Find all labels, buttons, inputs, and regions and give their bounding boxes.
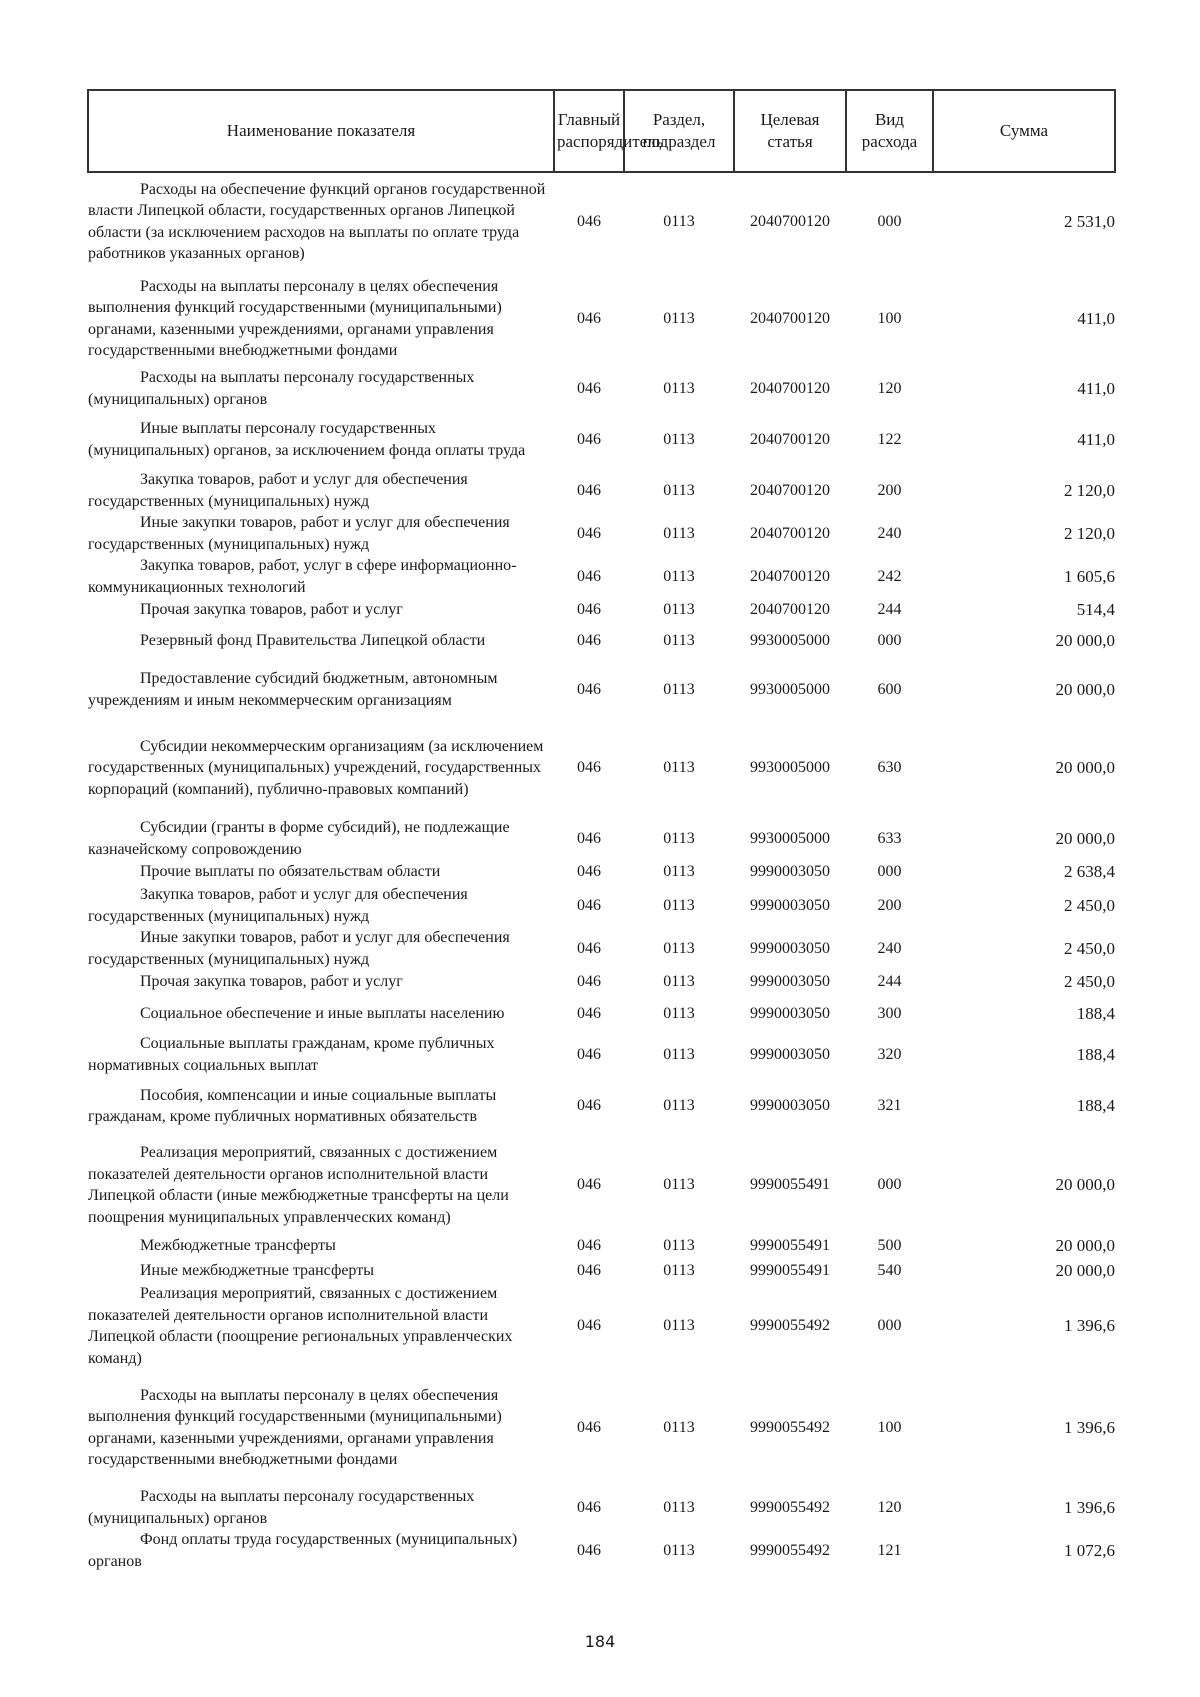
row-vid: 122: [877, 430, 902, 448]
row-celevaya: 9990055491: [750, 1237, 830, 1255]
row-vid: 000: [877, 632, 902, 650]
row-name: [88, 1283, 554, 1369]
row-grbs: 046: [577, 1237, 601, 1255]
row-vid: 000: [877, 1176, 902, 1194]
col-header-razdel: Раздел, подраздел: [624, 90, 734, 172]
row-name: [88, 512, 554, 555]
row-name: [88, 884, 554, 927]
row-sum: 2 120,0: [1064, 523, 1115, 543]
row-razdel: 0113: [663, 829, 695, 847]
table-header: [88, 90, 1115, 172]
row-name-text: Расходы на выплаты персоналу государственных (муниципальных) органов: [88, 1488, 475, 1527]
row-grbs: 046: [577, 212, 601, 230]
row-sum: 2 120,0: [1064, 480, 1115, 500]
table-row: [88, 860, 1115, 884]
table-row: [88, 555, 1115, 598]
row-grbs: 046: [577, 829, 601, 847]
row-vid: 100: [877, 1418, 902, 1436]
col-header-glavny: Главный распорядитель: [554, 90, 624, 172]
row-razdel: 0113: [663, 863, 695, 881]
row-celevaya: 9930005000: [750, 829, 830, 847]
row-name-text: Реализация мероприятий, связанных с достижением показателей деятельности органов исполнительной власти Липецкой области (иные межбюджетные трансферты на цели поощрения муниципальных управленческих команд): [88, 1144, 509, 1226]
table-row: [88, 970, 1115, 994]
row-razdel: 0113: [663, 1317, 695, 1335]
page-number: 184: [584, 1632, 616, 1651]
row-name: [88, 172, 554, 270]
row-name: [88, 622, 554, 660]
row-grbs: 046: [577, 973, 601, 991]
row-razdel: 0113: [663, 430, 695, 448]
row-name-text: Межбюджетные трансферты: [140, 1237, 336, 1255]
table-row: [88, 1529, 1115, 1572]
row-name-text: Иные закупки товаров, работ и услуг для обеспечения государственных (муниципальных) нужд: [88, 929, 510, 968]
table-row: [88, 1033, 1115, 1076]
row-vid: 200: [877, 481, 902, 499]
row-vid: 633: [877, 829, 902, 847]
row-sum: 188,4: [1076, 1044, 1115, 1064]
row-grbs: 046: [577, 1261, 601, 1279]
table-row: [88, 660, 1115, 719]
table-row: [88, 598, 1115, 622]
table-row: [88, 817, 1115, 860]
row-sum: 20 000,0: [1055, 1236, 1115, 1256]
row-name: [88, 410, 554, 469]
row-razdel: 0113: [663, 1418, 695, 1436]
row-sum: 411,0: [1077, 308, 1115, 328]
row-sum: 20 000,0: [1055, 679, 1115, 699]
row-name: [88, 1076, 554, 1136]
row-name: [88, 555, 554, 598]
row-vid: 240: [877, 939, 902, 957]
row-name-text: Прочие выплаты по обязательствам области: [140, 863, 441, 881]
row-name: [88, 469, 554, 512]
row-celevaya: 2040700120: [750, 524, 830, 542]
row-celevaya: 2040700120: [750, 601, 830, 619]
row-celevaya: 9990055491: [750, 1176, 830, 1194]
row-celevaya: 9990055491: [750, 1261, 830, 1279]
row-name: [88, 927, 554, 970]
row-sum: 411,0: [1077, 378, 1115, 398]
row-grbs: 046: [577, 481, 601, 499]
row-sum: 20 000,0: [1055, 1175, 1115, 1195]
row-grbs: 046: [577, 601, 601, 619]
row-celevaya: 9990055492: [750, 1317, 830, 1335]
row-name-text: Иные выплаты персоналу государственных (муниципальных) органов, за исключением фонда оплаты труда: [88, 420, 526, 459]
row-grbs: 046: [577, 680, 601, 698]
row-name: [88, 994, 554, 1033]
row-name: [88, 860, 554, 884]
row-razdel: 0113: [663, 1237, 695, 1255]
row-razdel: 0113: [663, 309, 695, 327]
row-sum: 188,4: [1076, 1096, 1115, 1116]
row-razdel: 0113: [663, 1045, 695, 1063]
row-grbs: 046: [577, 567, 601, 585]
row-razdel: 0113: [663, 632, 695, 650]
table-row: [88, 719, 1115, 817]
row-sum: 20 000,0: [1055, 828, 1115, 848]
table-body: [88, 172, 1115, 1572]
row-razdel: 0113: [663, 680, 695, 698]
row-name-text: Пособия, компенсации и иные социальные выплаты гражданам, кроме публичных нормативных обязательств: [88, 1086, 497, 1125]
row-sum: 2 531,0: [1064, 211, 1115, 231]
col-header-celevaya: Целевая статья: [734, 90, 846, 172]
row-vid: 000: [877, 1317, 902, 1335]
row-name-text: Социальные выплаты гражданам, кроме публичных нормативных социальных выплат: [88, 1035, 495, 1074]
row-celevaya: 9990003050: [750, 1004, 830, 1022]
row-grbs: 046: [577, 379, 601, 397]
row-vid: 630: [877, 759, 902, 777]
row-celevaya: 9990003050: [750, 896, 830, 914]
table-row: [88, 512, 1115, 555]
row-name: [88, 598, 554, 622]
row-grbs: 046: [577, 939, 601, 957]
row-name: [88, 660, 554, 719]
row-name: [88, 1258, 554, 1283]
row-sum: 514,4: [1076, 600, 1115, 620]
row-name-text: Закупка товаров, работ и услуг для обеспечения государственных (муниципальных) нужд: [88, 886, 468, 925]
row-grbs: 046: [577, 1317, 601, 1335]
row-celevaya: 9990003050: [750, 1045, 830, 1063]
row-vid: 120: [877, 1498, 902, 1516]
table-row: [88, 994, 1115, 1033]
row-grbs: 046: [577, 430, 601, 448]
row-vid: 500: [877, 1237, 902, 1255]
row-grbs: 046: [577, 1418, 601, 1436]
row-razdel: 0113: [663, 212, 695, 230]
row-celevaya: 9990055492: [750, 1541, 830, 1559]
row-sum: 2 450,0: [1064, 938, 1115, 958]
row-sum: 188,4: [1076, 1003, 1115, 1023]
row-name-text: Фонд оплаты труда государственных (муниципальных) органов: [88, 1531, 518, 1570]
row-name-text: Субсидии некоммерческим организациям (за исключением государственных (муниципальных) учреждений, государственных корпораций (компаний), публично-правовых компаний): [88, 737, 544, 798]
table-row: [88, 1486, 1115, 1529]
row-sum: 20 000,0: [1055, 631, 1115, 651]
table-row: [88, 367, 1115, 410]
row-celevaya: 2040700120: [750, 379, 830, 397]
row-celevaya: 9990055492: [750, 1498, 830, 1516]
row-name-text: Резервный фонд Правительства Липецкой области: [140, 632, 486, 650]
row-name-text: Реализация мероприятий, связанных с достижением показателей деятельности органов исполнительной власти Липецкой области (поощрение региональных управленческих команд): [88, 1285, 513, 1367]
row-celevaya: 9930005000: [750, 680, 830, 698]
table-row: [88, 1234, 1115, 1258]
row-celevaya: 9930005000: [750, 759, 830, 777]
row-vid: 100: [877, 309, 902, 327]
row-name: [88, 817, 554, 860]
row-name: [88, 1529, 554, 1572]
row-sum: 20 000,0: [1055, 758, 1115, 778]
row-vid: 600: [877, 680, 902, 698]
row-sum: 1 396,6: [1064, 1417, 1115, 1437]
row-celevaya: 9990003050: [750, 863, 830, 881]
row-name-text: Социальное обеспечение и иные выплаты населению: [140, 1004, 505, 1022]
row-razdel: 0113: [663, 524, 695, 542]
row-name: [88, 1234, 554, 1258]
row-razdel: 0113: [663, 379, 695, 397]
row-sum: 2 638,4: [1064, 862, 1115, 882]
row-grbs: 046: [577, 1004, 601, 1022]
row-vid: 120: [877, 379, 902, 397]
row-name-text: Прочая закупка товаров, работ и услуг: [140, 973, 403, 991]
row-name-text: Расходы на обеспечение функций органов государственной власти Липецкой области, государственных органов Липецкой области (за исключением расходов на выплаты по оплате труда работников указанных органов): [88, 180, 546, 262]
row-name-text: Иные закупки товаров, работ и услуг для обеспечения государственных (муниципальных) нужд: [88, 514, 510, 553]
row-razdel: 0113: [663, 567, 695, 585]
row-grbs: 046: [577, 863, 601, 881]
row-vid: 000: [877, 212, 902, 230]
row-vid: 244: [877, 601, 902, 619]
row-name: [88, 1369, 554, 1486]
row-grbs: 046: [577, 1498, 601, 1516]
row-name: [88, 719, 554, 817]
row-celevaya: 9990003050: [750, 1097, 830, 1115]
row-sum: 1 396,6: [1064, 1316, 1115, 1336]
row-vid: 321: [877, 1097, 902, 1115]
row-sum: 20 000,0: [1055, 1260, 1115, 1280]
row-razdel: 0113: [663, 1541, 695, 1559]
row-name-text: Закупка товаров, работ и услуг для обеспечения государственных (муниципальных) нужд: [88, 471, 468, 510]
row-vid: 242: [877, 567, 902, 585]
row-celevaya: 2040700120: [750, 309, 830, 327]
row-razdel: 0113: [663, 1498, 695, 1516]
row-name-text: Иные межбюджетные трансферты: [140, 1261, 374, 1279]
row-sum: 1 396,6: [1064, 1497, 1115, 1517]
row-grbs: 046: [577, 896, 601, 914]
row-vid: 300: [877, 1004, 902, 1022]
row-grbs: 046: [577, 1541, 601, 1559]
row-sum: 1 072,6: [1064, 1540, 1115, 1560]
table-row: [88, 172, 1115, 270]
row-celevaya: 2040700120: [750, 212, 830, 230]
table-row: [88, 410, 1115, 469]
row-celevaya: 9990055492: [750, 1418, 830, 1436]
row-sum: 411,0: [1077, 429, 1115, 449]
row-name: [88, 1033, 554, 1076]
table-row: [88, 622, 1115, 660]
row-grbs: 046: [577, 759, 601, 777]
row-razdel: 0113: [663, 1004, 695, 1022]
row-vid: 540: [877, 1261, 902, 1279]
table-row: [88, 1258, 1115, 1283]
row-razdel: 0113: [663, 896, 695, 914]
col-header-name: Наименование показателя: [88, 90, 554, 172]
row-razdel: 0113: [663, 1097, 695, 1115]
row-name-text: Предоставление субсидий бюджетным, автономным учреждениям и иным некоммерческим организациям: [88, 670, 498, 709]
table-row: [88, 1283, 1115, 1369]
row-grbs: 046: [577, 309, 601, 327]
row-name-text: Расходы на выплаты персоналу в целях обеспечения выполнения функций государственными (муниципальными) органами, казенными учреждениями, органами управления государственными внебюджетными фондами: [88, 277, 502, 359]
row-name: [88, 270, 554, 367]
row-sum: 2 450,0: [1064, 972, 1115, 992]
row-name-text: Расходы на выплаты персоналу в целях обеспечения выполнения функций государственными (муниципальными) органами, казенными учреждениями, органами управления государственными внебюджетными фондами: [88, 1386, 502, 1468]
table-row: [88, 927, 1115, 970]
row-vid: 244: [877, 973, 902, 991]
table-row: [88, 270, 1115, 367]
row-vid: 240: [877, 524, 902, 542]
table-row: [88, 469, 1115, 512]
row-razdel: 0113: [663, 601, 695, 619]
row-grbs: 046: [577, 632, 601, 650]
table-row: [88, 884, 1115, 927]
row-grbs: 046: [577, 1097, 601, 1115]
row-name: [88, 1136, 554, 1234]
row-name: [88, 1486, 554, 1529]
row-vid: 320: [877, 1045, 902, 1063]
row-celevaya: 9930005000: [750, 632, 830, 650]
row-grbs: 046: [577, 1045, 601, 1063]
row-grbs: 046: [577, 524, 601, 542]
table-row: [88, 1369, 1115, 1486]
row-name-text: Субсидии (гранты в форме субсидий), не подлежащие казначейскому сопровождению: [88, 819, 510, 858]
row-name-text: Расходы на выплаты персоналу государственных (муниципальных) органов: [88, 369, 475, 408]
row-razdel: 0113: [663, 1176, 695, 1194]
row-celevaya: 2040700120: [750, 567, 830, 585]
row-vid: 200: [877, 896, 902, 914]
row-celevaya: 2040700120: [750, 430, 830, 448]
row-celevaya: 9990003050: [750, 973, 830, 991]
row-razdel: 0113: [663, 973, 695, 991]
row-razdel: 0113: [663, 481, 695, 499]
row-name: [88, 970, 554, 994]
row-grbs: 046: [577, 1176, 601, 1194]
row-celevaya: 2040700120: [750, 481, 830, 499]
row-razdel: 0113: [663, 1261, 695, 1279]
row-name-text: Закупка товаров, работ, услуг в сфере информационно-коммуникационных технологий: [88, 557, 517, 596]
row-razdel: 0113: [663, 759, 695, 777]
row-vid: 000: [877, 863, 902, 881]
col-header-summa: Сумма: [933, 90, 1115, 172]
table-row: [88, 1076, 1115, 1136]
row-name: [88, 367, 554, 410]
row-celevaya: 9990003050: [750, 939, 830, 957]
row-name-text: Прочая закупка товаров, работ и услуг: [140, 601, 403, 619]
row-sum: 2 450,0: [1064, 895, 1115, 915]
row-sum: 1 605,6: [1064, 566, 1115, 586]
table-row: [88, 1136, 1115, 1234]
row-vid: 121: [877, 1541, 902, 1559]
row-razdel: 0113: [663, 939, 695, 957]
budget-table: [87, 89, 1116, 1572]
col-header-vid: Вид расхода: [846, 90, 933, 172]
